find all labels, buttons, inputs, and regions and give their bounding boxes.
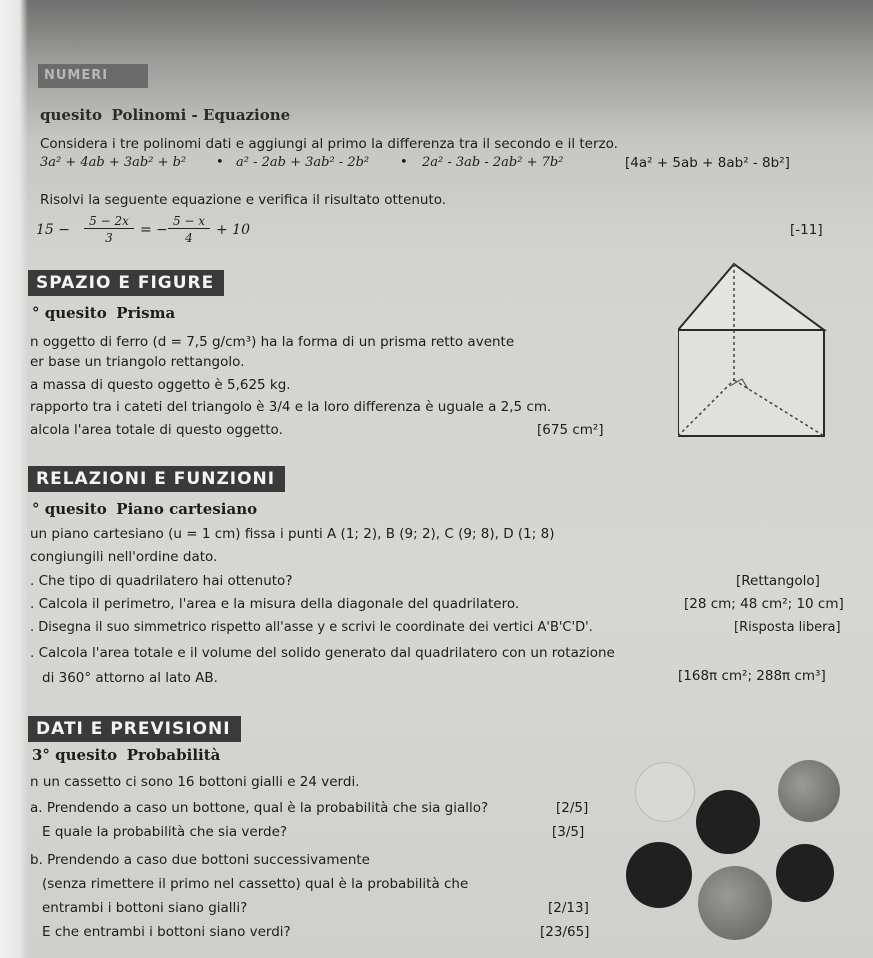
- spazio-line5: alcola l'area totale di questo oggetto.: [30, 422, 283, 438]
- question-title: Piano cartesiano: [116, 500, 258, 518]
- section-dati-e-previsioni: DATI E PREVISIONI: [28, 716, 241, 742]
- answer-qa2: [3/5]: [552, 824, 585, 840]
- relazioni-q2: . Calcola il perimetro, l'area e la misura della diagonale del quadrilatero.: [30, 596, 520, 612]
- spazio-line3: a massa di questo oggetto è 5,625 kg.: [30, 377, 291, 393]
- question-title: Polinomi - Equazione: [111, 106, 291, 124]
- answer-qa: [2/5]: [556, 800, 589, 816]
- button-illustration-gray: [698, 866, 772, 940]
- dati-question-header: [32, 746, 220, 764]
- spazio-line1: n oggetto di ferro (d = 7,5 g/cm³) ha la forma di un prisma retto avente: [30, 334, 515, 350]
- section-banner-numeri: NUMERI: [38, 64, 148, 88]
- eq-frac1-num: 5 − 2x: [84, 214, 134, 229]
- section-relazioni-e-funzioni: RELAZIONI E FUNZIONI: [28, 466, 285, 492]
- relazioni-line2: congiungili nell'ordine dato.: [30, 549, 218, 565]
- eq-frac2-den: 4: [185, 231, 193, 245]
- dati-qa2: E quale la probabilità che sia verde?: [42, 824, 288, 840]
- question-title: Probabilità: [126, 746, 221, 764]
- page-number: ...: [60, 18, 96, 48]
- dati-line1: n un cassetto ci sono 16 bottoni gialli e 24 verdi.: [30, 774, 360, 790]
- relazioni-q3: . Disegna il suo simmetrico rispetto all'asse y e scrivi le coordinate dei vertici A'B'C'D'.: [30, 620, 593, 635]
- quesito-label: 3° quesito: [32, 746, 118, 764]
- answer-polynomial: [4a² + 5ab + 8ab² - 8b²]: [625, 155, 790, 171]
- answer-qb4: [23/65]: [540, 924, 590, 940]
- eq-part-c: + 10: [216, 222, 250, 238]
- section-spazio-e-figure: SPAZIO E FIGURE: [28, 270, 224, 296]
- prism-figure: [678, 262, 828, 442]
- answer-q2: [28 cm; 48 cm²; 10 cm]: [684, 596, 844, 612]
- quesito-label: ° quesito: [32, 304, 107, 322]
- eq-part-b: = −: [140, 222, 168, 238]
- button-illustration-dark: [626, 842, 692, 908]
- polynomial-3: 2a² - 3ab - 2ab² + 7b²: [422, 155, 564, 170]
- relazioni-q4a: . Calcola l'area totale e il volume del solido generato dal quadrilatero con un rotazione: [30, 645, 615, 661]
- polynomial-1: 3a² + 4ab + 3ab² + b²: [40, 155, 187, 170]
- button-illustration-light: [635, 762, 695, 822]
- dati-qb3: entrambi i bottoni siano gialli?: [42, 900, 248, 916]
- spazio-line2: er base un triangolo rettangolo.: [30, 354, 245, 370]
- numeri-line1: Considera i tre polinomi dati e aggiungi al primo la differenza tra il secondo e il terzo.: [40, 136, 618, 152]
- answer-spazio: [675 cm²]: [537, 422, 604, 438]
- dati-qb2: (senza rimettere il primo nel cassetto) qual è la probabilità che: [42, 876, 469, 892]
- separator-2: •: [400, 155, 408, 170]
- numeri-line2: Risolvi la seguente equazione e verifica il risultato ottenuto.: [40, 192, 447, 208]
- prism-side-face: [678, 330, 824, 436]
- separator-1: •: [216, 155, 224, 170]
- eq-frac2-num: 5 − x: [168, 214, 210, 229]
- button-illustration-gray: [778, 760, 840, 822]
- relazioni-q4b: di 360° attorno al lato AB.: [42, 670, 218, 686]
- polynomial-2: a² - 2ab + 3ab² - 2b²: [236, 155, 370, 170]
- answer-q4: [168π cm²; 288π cm³]: [678, 668, 826, 684]
- eq-part-a: 15 −: [36, 222, 70, 238]
- spazio-question-header: [32, 304, 175, 322]
- dati-qb1: b. Prendendo a caso due bottoni successivamente: [30, 852, 370, 868]
- spazio-line4: rapporto tra i cateti del triangolo è 3/4 e la loro differenza è uguale a 2,5 cm.: [30, 399, 552, 415]
- eq-frac1-den: 3: [105, 231, 113, 245]
- relazioni-q1: . Che tipo di quadrilatero hai ottenuto?: [30, 573, 293, 589]
- dati-qa: a. Prendendo a caso un bottone, qual è la probabilità che sia giallo?: [30, 800, 489, 816]
- answer-q1: [Rettangolo]: [736, 573, 820, 589]
- quesito-label: ° quesito: [32, 500, 107, 518]
- button-illustration-dark: [696, 790, 760, 854]
- dati-qb4: E che entrambi i bottoni siano verdi?: [42, 924, 291, 940]
- quesito-label: quesito: [40, 106, 103, 124]
- answer-equation: [-11]: [790, 222, 823, 238]
- answer-q3: [Risposta libera]: [734, 620, 841, 635]
- numeri-question-header: [40, 106, 290, 124]
- question-title: Prisma: [116, 304, 176, 322]
- relazioni-line1: un piano cartesiano (u = 1 cm) fissa i punti A (1; 2), B (9; 2), C (9; 8), D (1; 8): [30, 526, 555, 542]
- prism-top-face: [678, 264, 824, 330]
- page-margin: [0, 0, 28, 958]
- relazioni-question-header: [32, 500, 257, 518]
- button-illustration-dark: [776, 844, 834, 902]
- answer-qb3: [2/13]: [548, 900, 589, 916]
